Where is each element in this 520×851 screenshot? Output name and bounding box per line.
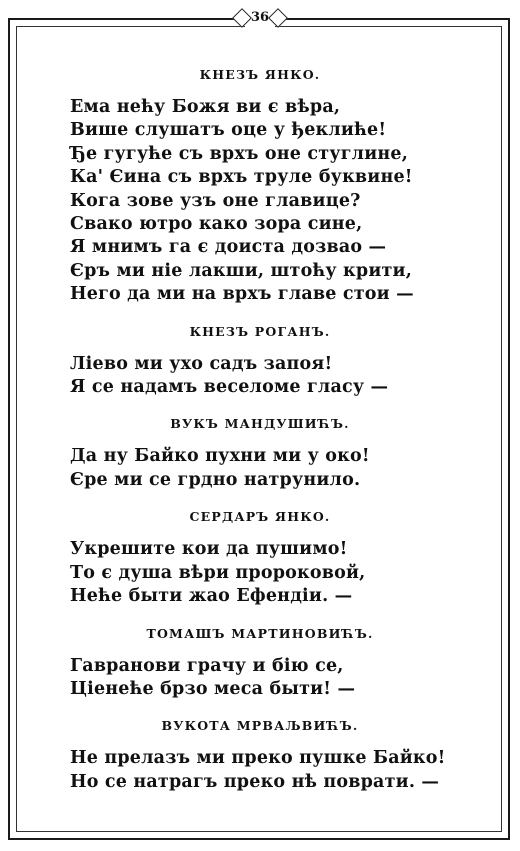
page-number-ornament bbox=[0, 6, 520, 30]
verse-line: Да ну Байко пухни ми у око! bbox=[70, 446, 370, 467]
verse-line: Свако ютро како зора сине, bbox=[70, 214, 363, 235]
verse-line: Укрешите кои да пушимо! bbox=[70, 539, 348, 560]
verse-line: Я мнимъ га є доиста дозвао — bbox=[70, 237, 387, 258]
verse-lines bbox=[70, 655, 470, 702]
verse-lines bbox=[70, 96, 470, 307]
speech-block bbox=[70, 508, 470, 608]
speech-block bbox=[70, 66, 470, 307]
verse-line: Него да ми на врхъ главе стои — bbox=[70, 284, 414, 305]
verse-line: Кога зове узъ оне главице? bbox=[70, 190, 361, 211]
verse-line: Я се надамъ веселоме гласу — bbox=[70, 377, 389, 398]
verse-line: То є душа вѣри пророковой, bbox=[70, 562, 366, 583]
speaker-name: КНЕЗЪ ЯНКО. bbox=[199, 67, 321, 82]
verse-lines bbox=[70, 747, 470, 794]
speech-block bbox=[70, 323, 470, 400]
verse-line: Єре ми се грдно натрунило. bbox=[70, 469, 361, 490]
speaker-name: ВУКОТА МРВАЉВИЋЪ. bbox=[161, 718, 359, 734]
verse-lines bbox=[70, 353, 470, 400]
speaker-name: ВУКЪ МАНДУШИЋЪ. bbox=[170, 416, 350, 432]
poem-body bbox=[70, 66, 470, 810]
verse-lines bbox=[70, 538, 470, 608]
speaker-name: ТОМАШЪ МАРТИНОВИЋЪ. bbox=[146, 625, 374, 641]
verse-line: Ліево ми ухо садъ запоя! bbox=[70, 353, 333, 374]
verse-line: Єръ ми ніе лакши, штоћу крити, bbox=[70, 260, 413, 281]
verse-line: Но се натрагъ преко нѣ поврати. — bbox=[70, 771, 440, 792]
verse-line: Гавранови грачу и бію се, bbox=[70, 655, 344, 676]
verse-line: Ціенеће брзо меса быти! — bbox=[70, 678, 356, 699]
verse-lines bbox=[70, 445, 470, 492]
speaker-name: СЕРДАРЪ ЯНКО. bbox=[189, 509, 331, 525]
verse-line: Ђе гугуће съ врхъ оне стуглине, bbox=[70, 143, 409, 164]
verse-line: Нећe быти жао Ефендіи. — bbox=[70, 586, 353, 607]
page-number: 36 bbox=[245, 6, 275, 30]
verse-line: Више слушатъ оце у ђеклиће! bbox=[70, 120, 387, 141]
verse-line: Ка' Єина съ врхъ труле буквине! bbox=[70, 167, 413, 188]
verse-line: Ема нећу Божя ви є вѣра, bbox=[70, 97, 341, 117]
speech-block bbox=[70, 415, 470, 492]
speaker-name: КНЕЗЪ РОГАНЪ. bbox=[189, 323, 331, 339]
speech-block bbox=[70, 625, 470, 702]
verse-line: Не прелазъ ми преко пушке Байко! bbox=[70, 748, 446, 769]
speech-block bbox=[70, 717, 470, 794]
